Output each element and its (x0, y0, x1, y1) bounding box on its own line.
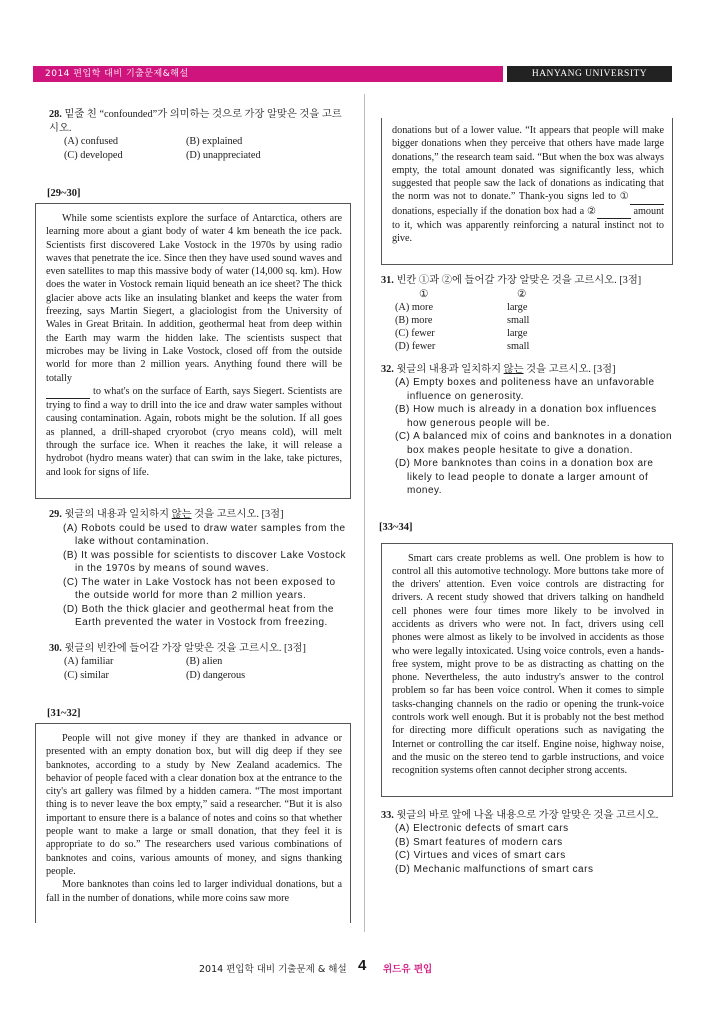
question-number: 31. (381, 275, 394, 286)
option-b-value: small (507, 314, 530, 326)
option-d: (D) Mechanic malfunctions of smart cars (395, 863, 594, 875)
page-number: 4 (358, 957, 367, 974)
option-d: (D) dangerous (186, 669, 246, 681)
answer-blank (46, 385, 90, 399)
right-column (381, 118, 673, 876)
question-31 (381, 274, 673, 288)
option-a-value: large (507, 301, 528, 313)
option-b: (B) more (395, 314, 433, 326)
passage-paragraph: People will not give money if they are thanked in advance or presented with an empty donation box, but will dig deep if they see banknotes, according to a study by New Zealand academics. The behavior of people faced with a clear donation box at the entrance to the city's art gallery was filmed by a hidden camera. “The most important thing is to never leave the box empty,” said a researcher. “But it is also important to ensure there is a balance of notes and coins so that whether people want to make a large or small donation, that they feel it is appropriate to do so.” The researchers used various combinations of banknotes and coins, various amounts of money, and signs thanking people. (46, 733, 342, 877)
section-range-29-30: [29~30] (47, 188, 81, 199)
option-c: (C) similar (64, 669, 109, 681)
option-a: (A) confused (64, 136, 119, 147)
option-d: (D) Both the thick glacier and geothermal heat from the Earth prevented the water in Vostock from freezing. (63, 603, 334, 628)
option-c: (C) The water in Lake Vostock has not been exposed to the outside world for more than 2 million years. (63, 576, 336, 601)
option-a: (A) more (395, 301, 434, 313)
question-28 (49, 108, 349, 135)
q31-options (381, 288, 673, 353)
option-b: (B) Smart features of modern cars (395, 836, 563, 848)
question-number: 30. (49, 642, 62, 654)
question-32: 32. 윗글의 내용과 일치하지 않는 것을 고르시오. [3점] (381, 363, 616, 375)
passage-paragraph: More banknotes than coins led to larger individual donations, but a fall in the number of donations, while more coins saw more (46, 879, 342, 904)
option-c-value: large (507, 327, 528, 339)
option-a: (A) Electronic defects of smart cars (395, 823, 569, 834)
option-a: (A) Robots could be used to draw water samples from the lake without contamination. (63, 522, 346, 547)
passage-box-33-34 (381, 543, 673, 797)
column-header-1: ① (419, 288, 429, 300)
q28-options (49, 135, 349, 162)
q30-options (49, 655, 349, 682)
option-a: (A) Empty boxes and politeness have an unfavorable influence on generosity. (395, 377, 655, 402)
left-column (46, 108, 349, 923)
option-c: (C) Virtues and vices of smart cars (395, 850, 566, 861)
question-number: 29. (49, 509, 62, 520)
option-c: (C) fewer (395, 327, 435, 339)
question-text: 윗글의 바로 앞에 나올 내용으로 가장 알맞은 것을 고르시오. (396, 809, 659, 821)
passage-box-31-32 (35, 723, 351, 923)
footer-title: 2014 편입학 대비 기출문제 & 해설 (199, 964, 347, 975)
answer-blank-1 (630, 190, 664, 204)
page-footer (0, 957, 720, 977)
question-text: 밑줄 친 “confounded”가 의미하는 것으로 가장 알맞은 것을 고르시오. (49, 109, 342, 134)
section-range-33-34: [33~34] (379, 521, 413, 533)
option-d: (D) More banknotes than coins in a donation box are likely to lead people to donate a larger amount of money. (395, 458, 654, 496)
footer-brand: 위드유 편입 (383, 964, 433, 975)
passage-paragraph: Smart cars create problems as well. One problem is how to control all this automotive technology. More buttons take more of the drivers' attention. Even voice controls are distracting for drivers. A recent study showed that drivers talking on handheld cell phones were four times more likely to be involved in accidents as drivers who were not. In fact, drivers using cell phones were almost as likely to be involved in accidents as those who were legally intoxicated. Using voice controls, even a hands-free system, might prove to be as distracting as chatting on the phone. Nevertheless, the auto industry's answer to the control problem so far has been voice control. When it comes to simple tasks-changing channels on the radio or opening the trunk-voice controls work well enough. But it is probably not the best method for directing more difficult operations such as navigating the Internet or controlling the car itself. Engine noise, highway noise, and the music on the stereo tend to garble instructions, and voice recognition systems often cannot decipher strong accents. (392, 552, 664, 777)
passage-box-29-30 (35, 203, 351, 499)
option-d-value: small (507, 340, 530, 352)
page-header (33, 66, 672, 82)
option-a: (A) familiar (64, 656, 114, 667)
option-d: (D) fewer (395, 340, 436, 352)
option-d: (D) unappreciated (186, 149, 261, 161)
passage-paragraph: donations but of a lower value. “It appears that people will make bigger donations when they perceive that others have made large donations,” the research team said. “But when the box was always empty, the total amount donated was significantly less, which suggested that people saw the lack of donations as indicating that the norm was not to donate.” Thank-you signs led to ① donations, especially if the donation box had a ② amount to it, which was apparently reinforcing a natural instinct not to give. (392, 125, 665, 245)
answer-blank-2 (597, 205, 631, 219)
question-33 (381, 809, 673, 823)
question-text: 윗글의 빈칸에 들어갈 가장 알맞은 것을 고르시오. [3점] (64, 642, 306, 654)
column-header-2: ② (517, 288, 527, 300)
question-number: 32. (381, 363, 394, 375)
option-b: (B) alien (186, 656, 223, 667)
section-range-31-32: [31~32] (47, 708, 81, 719)
question-text: 빈칸 ①과 ②에 들어갈 가장 알맞은 것을 고르시오. [3점] (396, 275, 642, 286)
option-c: (C) A balanced mix of coins and banknotes in a donation box makes people hesitate to give a donation. (395, 431, 673, 456)
option-b: (B) explained (186, 136, 243, 147)
option-b: (B) How much is already in a donation box influences how generous people will be. (395, 404, 657, 429)
column-divider (364, 94, 365, 932)
header-university: HANYANG UNIVERSITY (507, 66, 672, 82)
question-number: 28. (49, 109, 62, 120)
option-b: (B) It was possible for scientists to discover Lake Vostock in the 1970s by means of sound waves. (63, 549, 346, 574)
option-c: (C) developed (64, 149, 123, 161)
question-number: 33. (381, 809, 394, 821)
question-29: 29. 윗글의 내용과 일치하지 않는 것을 고르시오. [3점] (49, 509, 284, 520)
passage-box-31-32-cont (381, 118, 673, 265)
question-30 (49, 642, 349, 656)
header-title: 2014 편입학 대비 기출문제&해설 (33, 66, 503, 82)
passage-paragraph: While some scientists explore the surface of Antarctica, others are learning more about a giant body of water 4 km beneath the ice pack. Scientists first discovered Lake Vostock in the 1970s by using radio waves that penetrate the ice. Since then they have used sound waves and even satellites to map this massive body of water (14,000 sq. km). How does the water in Vostock remain liquid beneath an ice sheet? The thick glacier above acts like an insulating blanket and keeps the water from freezing, says Martin Siegert, a glaciologist from the University of Wales in Great Britain. In addition, geothermal heat from deep within the Earth may warm the hidden lake. The scientists suspect that microbes may be living in Lake Vostock, closed off from the outside world for more than 2 million years. Anything found there will be totally to what's on the surface of Earth, says Siegert. Scientists are trying to find a way to drill into the ice and draw water samples without causing contamination. Again, robots might be the solution. If all goes as planned, a drill-shaped cryorobot (cryo means cold), will melt through the surface ice. When it reaches the lake, it will release a hydrobot (hydro means water) that can swim in the lake, take pictures, and look for signs of life. (46, 213, 343, 478)
